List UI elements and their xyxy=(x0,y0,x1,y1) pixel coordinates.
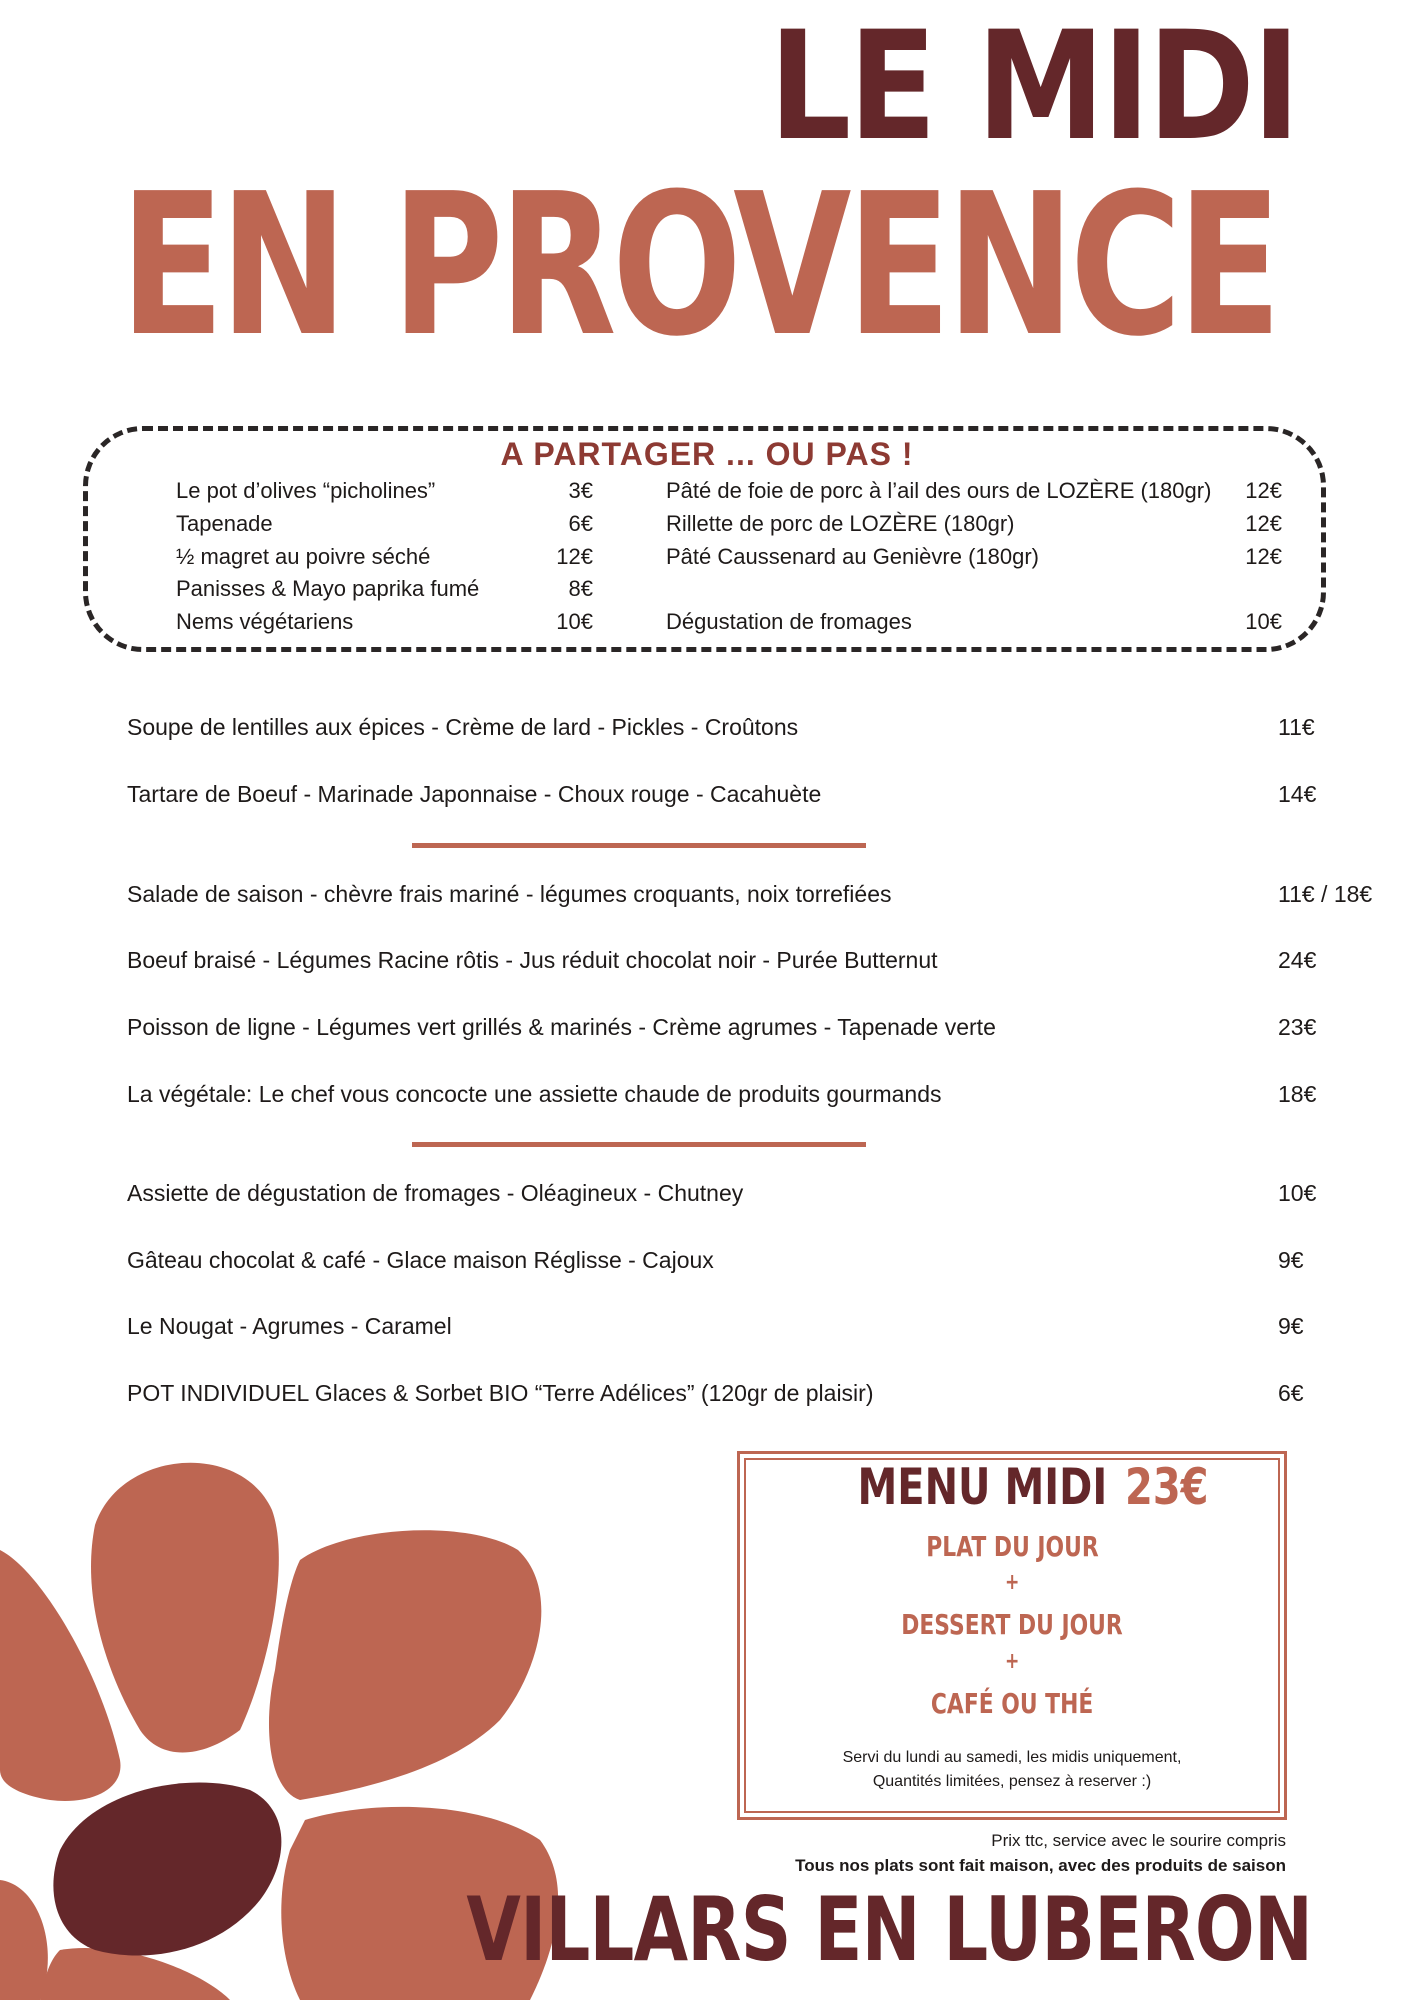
share-price: 12€ xyxy=(1245,478,1282,503)
share-item: Panisses & Mayo paprika fumé xyxy=(176,576,480,601)
menu-midi-plus: + xyxy=(1004,1570,1020,1595)
section-divider xyxy=(412,1142,866,1147)
menu-midi-note: Servi du lundi au samedi, les midis uniquement, xyxy=(842,1749,1182,1766)
share-item: Le pot d’olives “picholines” xyxy=(176,478,436,503)
dessert-price: 6€ xyxy=(1278,1380,1304,1406)
main-item: Salade de saison - chèvre frais mariné - légumes croquants, noix torrefiées xyxy=(127,881,892,907)
main-item: La végétale: Le chef vous concocte une assiette chaude de produits gourmands xyxy=(127,1081,942,1107)
section-divider xyxy=(412,843,866,848)
menu-midi-note: Quantités limitées, pensez à reserver :) xyxy=(872,1773,1152,1790)
main-price: 24€ xyxy=(1278,947,1317,973)
share-price: 3€ xyxy=(568,478,593,503)
starter-price: 11€ xyxy=(1278,714,1315,740)
menu-midi-title xyxy=(737,1459,1287,1515)
dessert-item: POT INDIVIDUEL Glaces & Sorbet BIO “Terre Adélices” (120gr de plaisir) xyxy=(127,1380,874,1406)
sharing-title: A PARTAGER ... OU PAS ! xyxy=(500,436,914,472)
share-price: 10€ xyxy=(1245,609,1282,634)
share-item: Tapenade xyxy=(176,511,273,536)
share-price: 8€ xyxy=(568,576,593,601)
menu-midi-line: CAFÉ OU THÉ xyxy=(930,1687,1094,1720)
main-price: 11€ / 18€ xyxy=(1278,881,1373,907)
main-price: 18€ xyxy=(1278,1081,1317,1107)
dessert-price: 9€ xyxy=(1278,1313,1304,1339)
dessert-item: Gâteau chocolat & café - Glace maison Réglisse - Cajoux xyxy=(127,1247,714,1273)
title-line-2: EN PROVENCE xyxy=(120,152,1278,380)
starter-item: Tartare de Boeuf - Marinade Japonnaise - Choux rouge - Cacahuète xyxy=(127,781,822,807)
share-item: Rillette de porc de LOZÈRE (180gr) xyxy=(666,511,1015,536)
starter-price: 14€ xyxy=(1278,781,1317,807)
share-price: 12€ xyxy=(1245,511,1282,536)
share-item: ½ magret au poivre séché xyxy=(176,544,431,569)
menu-midi-line: DESSERT DU JOUR xyxy=(901,1608,1123,1641)
share-price: 12€ xyxy=(1245,544,1282,569)
title-line-1: LE MIDI xyxy=(769,0,1298,174)
share-price: 10€ xyxy=(556,609,593,634)
main-item: Boeuf braisé - Légumes Racine rôtis - Jus réduit chocolat noir - Purée Butternut xyxy=(127,947,938,973)
main-item: Poisson de ligne - Légumes vert grillés & marinés - Crème agrumes - Tapenade verte xyxy=(127,1014,996,1040)
main-price: 23€ xyxy=(1278,1014,1317,1040)
menu-midi-line: PLAT DU JOUR xyxy=(925,1530,1099,1563)
dessert-item: Assiette de dégustation de fromages - Oléagineux - Chutney xyxy=(127,1180,744,1206)
share-price: 6€ xyxy=(568,511,593,536)
dessert-price: 9€ xyxy=(1278,1247,1304,1273)
share-item: Pâté de foie de porc à l’ail des ours de LOZÈRE (180gr) xyxy=(666,478,1212,503)
footer-prices-note: Prix ttc, service avec le sourire compris xyxy=(991,1831,1286,1850)
starter-item: Soupe de lentilles aux épices - Crème de lard - Pickles - Croûtons xyxy=(127,714,799,740)
menu-midi-label: MENU MIDI xyxy=(857,1458,1108,1516)
menu-midi-price: 23€ xyxy=(1124,1458,1209,1516)
share-price: 12€ xyxy=(556,544,593,569)
dessert-item: Le Nougat - Agrumes - Caramel xyxy=(127,1313,452,1339)
dessert-price: 10€ xyxy=(1278,1180,1317,1206)
footer-homemade-note: Tous nos plats sont fait maison, avec des produits de saison xyxy=(795,1856,1286,1875)
share-item: Dégustation de fromages xyxy=(666,609,912,634)
menu-midi-plus: + xyxy=(1004,1649,1020,1674)
share-item: Pâté Caussenard au Genièvre (180gr) xyxy=(666,544,1039,569)
share-item: Nems végétariens xyxy=(176,609,354,634)
location-title: VILLARS EN LUBERON xyxy=(466,1878,1312,1981)
